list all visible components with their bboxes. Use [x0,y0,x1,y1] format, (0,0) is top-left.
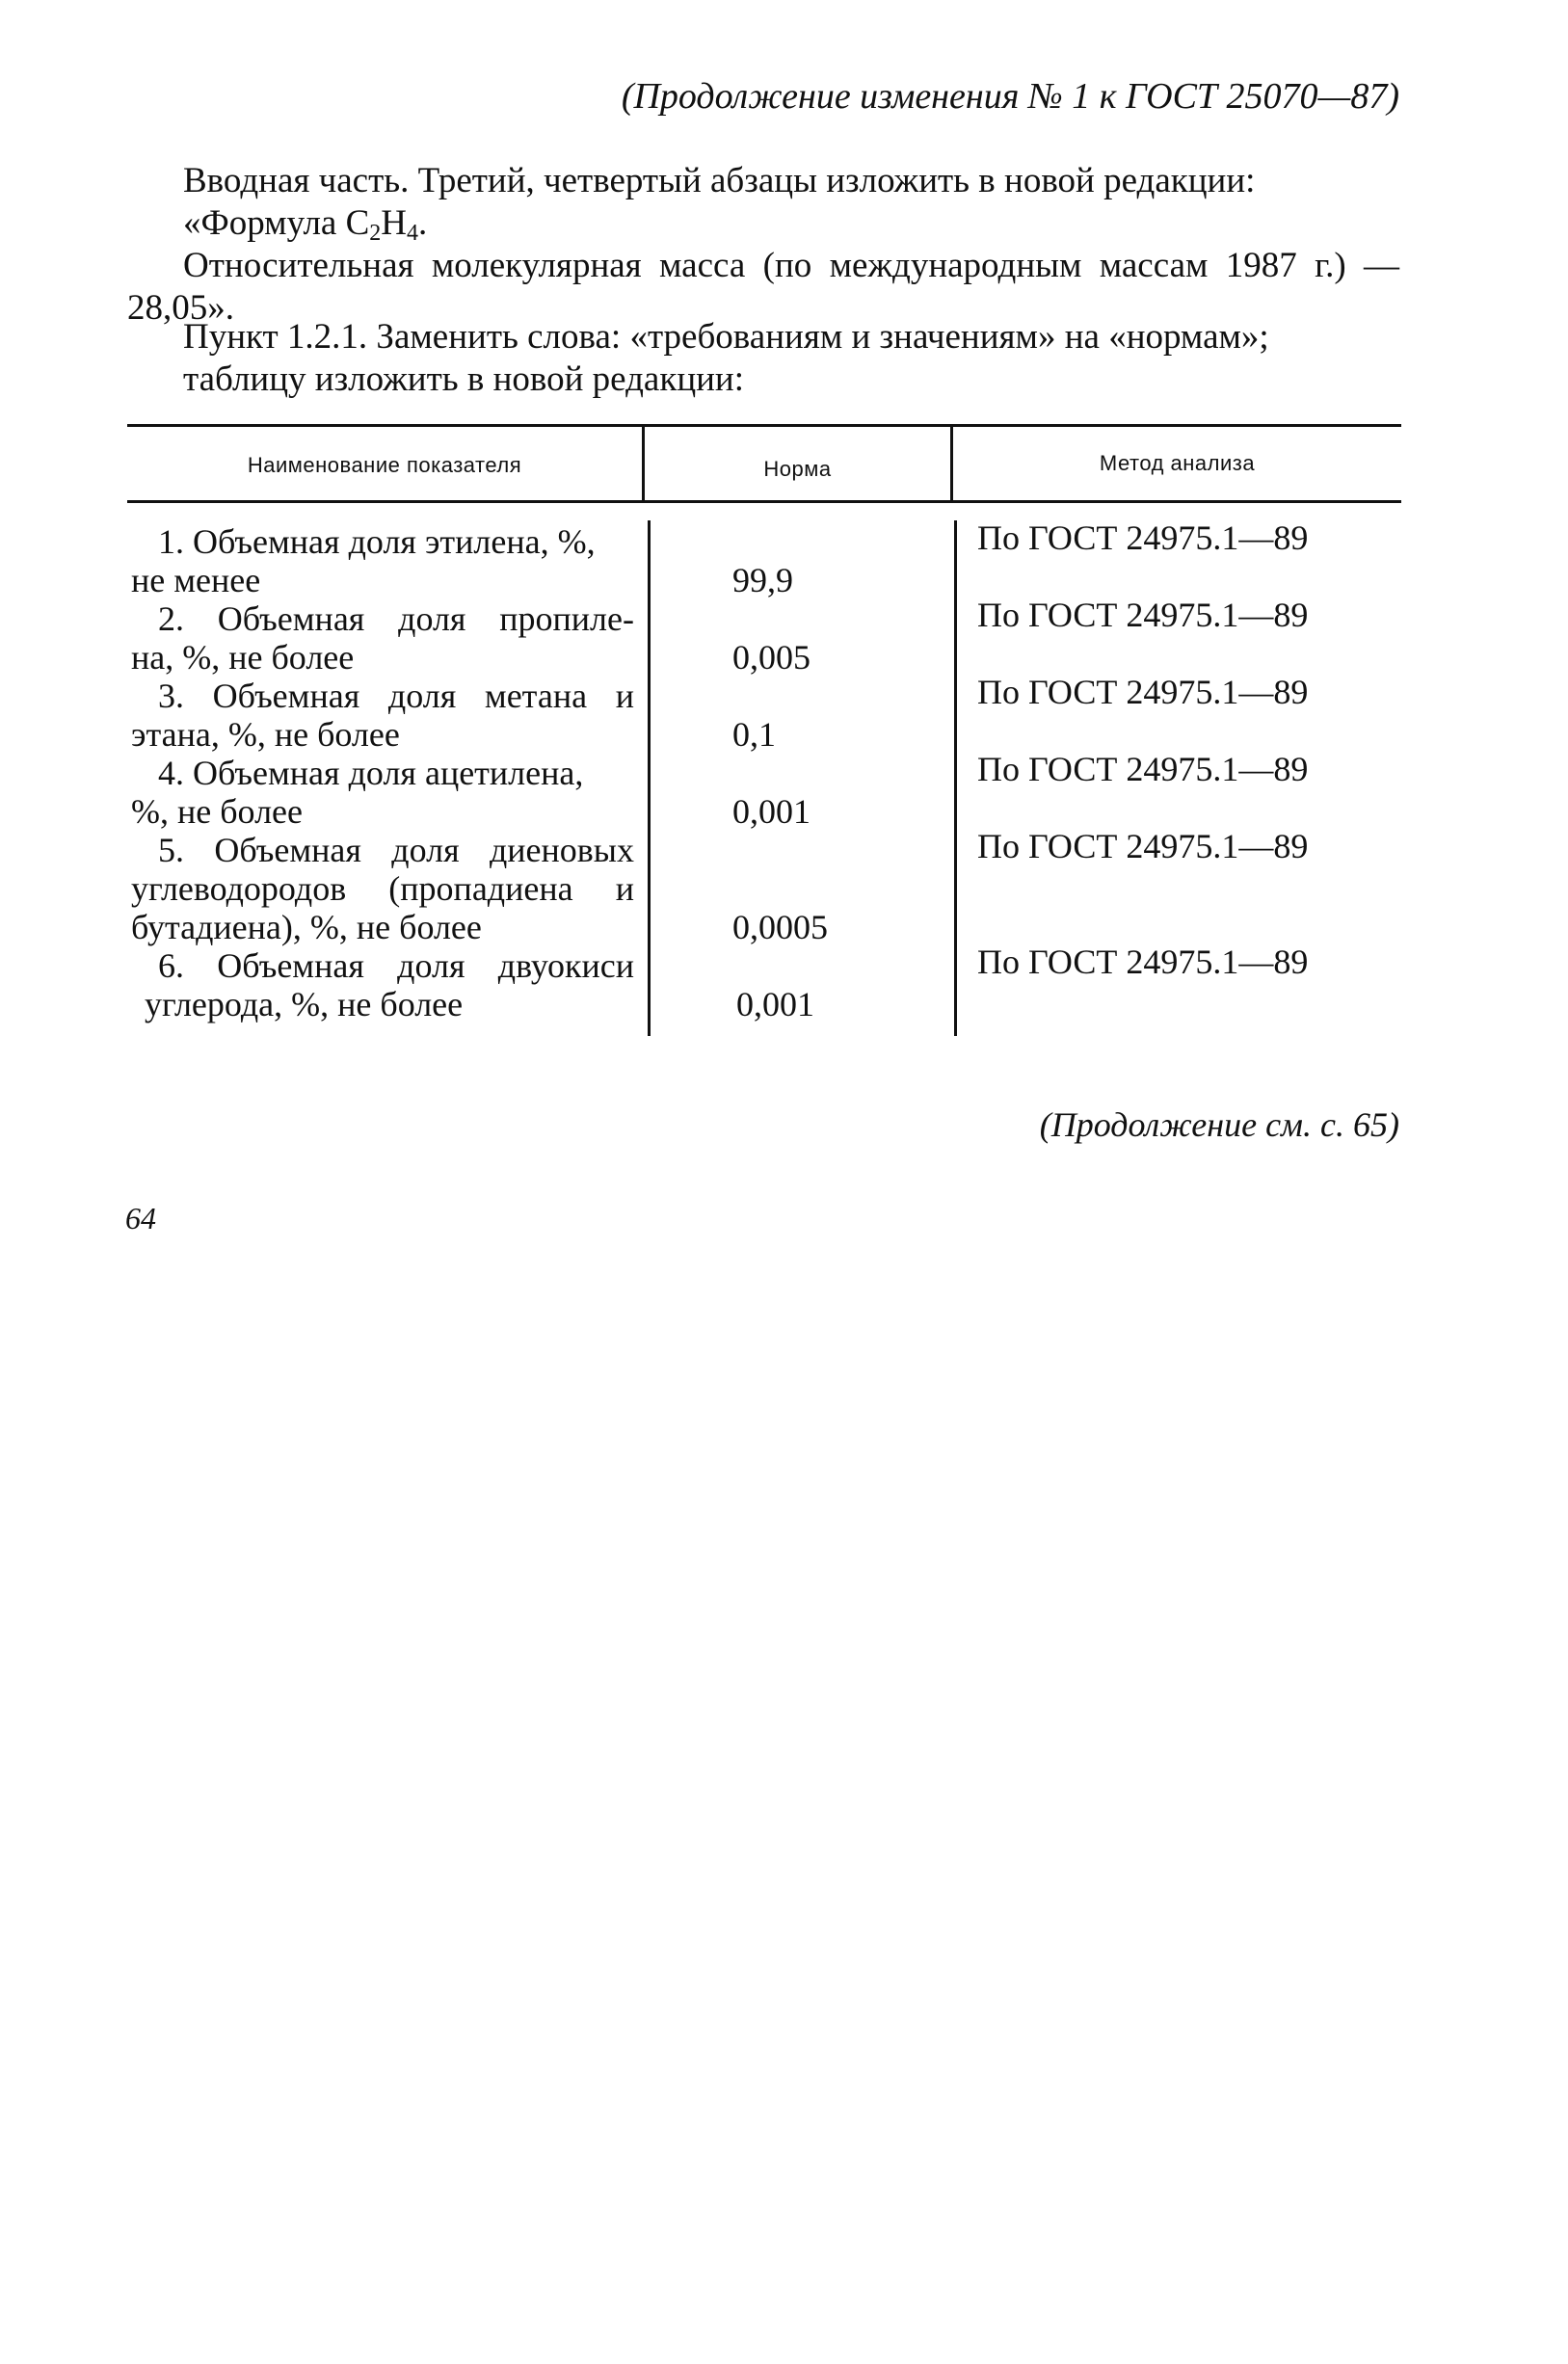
table-body-divider-2 [954,520,957,1036]
row5-name-line3: бутадиена), %, не более [131,908,482,946]
point-line-2: таблицу изложить в новой редакции: [183,359,745,399]
mass-line-1: Относительная молекулярная масса (по международным массам 1987 г.) — [183,246,1399,285]
row1-name-line2: не менее [131,561,261,599]
row2-name-line1: 2. Объемная доля пропиле- [158,599,634,638]
row5-name-line1: 5. Объемная доля диеновых [158,831,634,869]
row6-method: По ГОСТ 24975.1—89 [977,943,1309,981]
row6-name-line1: 6. Объемная доля двуокиси [158,946,634,985]
row2-name-line2: на, %, не более [131,638,355,677]
continuation-note: (Продолжение см. с. 65) [1039,1105,1399,1144]
row5-norm: 0,0005 [732,908,828,946]
row2-norm: 0,005 [732,638,811,677]
row4-name-line1: 4. Объемная доля ацетилена, [158,754,584,792]
table-header-name: Наименование показателя [247,453,522,477]
table-header-rule [127,500,1401,503]
page-number: 64 [125,1201,156,1235]
mass-line-2: 28,05». [127,288,234,328]
table-top-rule [127,424,1401,427]
row5-name-line2: углеводородов (пропадиена и [131,869,634,908]
intro-line: Вводная часть. Третий, четвертый абзацы изложить в новой редакции: [183,161,1256,200]
row1-norm: 99,9 [732,561,793,599]
row4-norm: 0,001 [732,792,811,831]
row4-name-line2: %, не более [131,792,303,831]
row6-name-line2: углерода, %, не более [145,985,464,1023]
table-header-norm: Норма [763,457,832,481]
row3-name-line2: этана, %, не более [131,715,400,754]
table-body-divider-1 [648,520,651,1036]
row6-norm: 0,001 [736,985,814,1023]
row1-name-line1: 1. Объемная доля этилена, %, [158,522,596,561]
formula-line: «Формула $C_2H_4$. [183,203,428,246]
row5-method: По ГОСТ 24975.1—89 [977,827,1309,865]
page-header: (Продолжение изменения № 1 к ГОСТ 25070—87) [621,76,1399,117]
point-line-1: Пункт 1.2.1. Заменить слова: «требованиям и значениям» на «нормам»; [183,317,1269,357]
row3-method: По ГОСТ 24975.1—89 [977,673,1309,711]
row2-method: По ГОСТ 24975.1—89 [977,596,1309,634]
table-header-method: Метод анализа [1099,451,1256,475]
row1-method: По ГОСТ 24975.1—89 [977,518,1309,557]
row4-method: По ГОСТ 24975.1—89 [977,750,1309,788]
row3-norm: 0,1 [732,715,776,754]
row3-name-line1: 3. Объемная доля метана и [158,677,634,715]
